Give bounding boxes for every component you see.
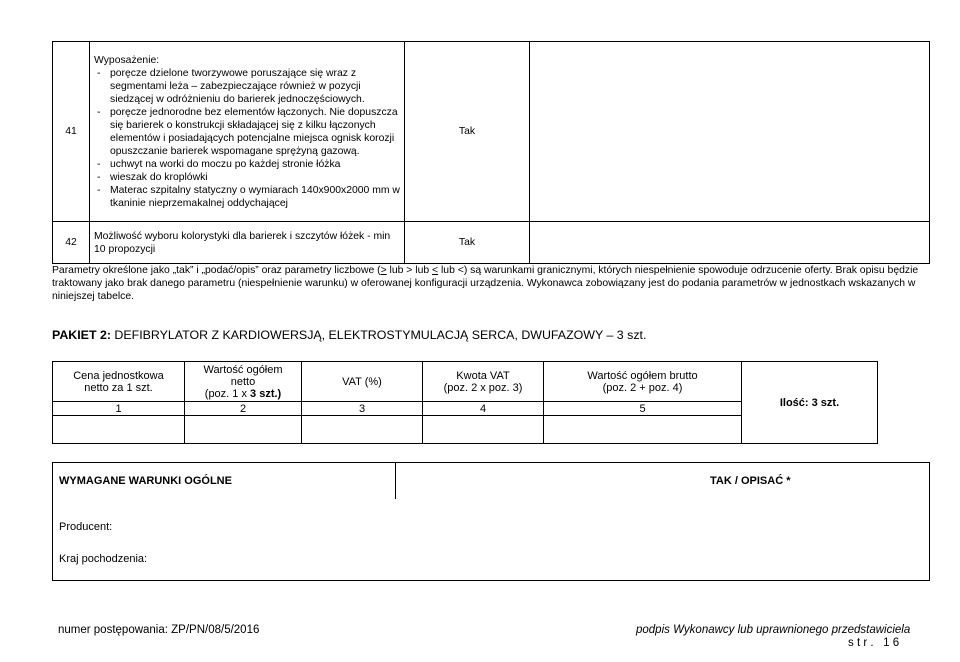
formula-part: (poz. 1 x — [204, 387, 251, 400]
requirements-header: WYMAGANE WARUNKI OGÓLNE — [53, 463, 396, 499]
page-number: s t r . 1 6 — [848, 637, 900, 649]
table-row — [53, 362, 878, 402]
header-line: (poz. 2 + poz. 4) — [602, 381, 683, 394]
header-line: Cena jednostkowa — [73, 369, 164, 382]
col-gross-value — [544, 362, 742, 402]
input-vat-percent[interactable] — [302, 416, 423, 444]
row-description — [90, 42, 405, 222]
col-net-value — [185, 362, 302, 402]
note-part-3: lub <) są warunkami granicznymi, których niespełnienie spowoduje odrzucenie oferty. Brak opisu będzie traktowany jako brak danego parametru (niespełnienie warunku) w oferowanej konfiguracji urządzenia. Wykonawca zobowiązany jest do podania parametrów w jednostkach wskazanych w niniejszej tabelce. — [52, 265, 919, 302]
equipment-heading: Wyposażenie: — [94, 54, 160, 66]
row-required-value: Tak — [405, 42, 530, 222]
list-item: - poręcze jednorodne bez elementów łączonych. Nie dopuszcza się barierek o konstrukcji składającej się z kilku łączonych elementów i posiadających potencjalne miejsca ognisk korozji opuszczanie barierek wspomagane sprężyną gazową. — [94, 106, 400, 158]
header-line: Kwota VAT — [456, 369, 510, 382]
list-item: - uchwyt na worki do moczu po każdej stronie łóżka — [94, 158, 400, 171]
column-number: 3 — [302, 402, 423, 416]
price-table — [52, 361, 878, 444]
producer-field[interactable]: Producent: — [53, 499, 930, 545]
header-line: Wartość ogółem — [203, 363, 283, 376]
equipment-list — [94, 67, 400, 210]
row-number: 42 — [53, 222, 90, 264]
input-unit-price[interactable] — [53, 416, 185, 444]
table-row — [53, 42, 930, 222]
header-line: (poz. 2 x poz. 3) — [443, 381, 523, 394]
input-gross-value[interactable] — [544, 416, 742, 444]
procedure-number: numer postępowania: ZP/PN/08/5/2016 — [58, 624, 260, 636]
formula-qty: 3 szt. — [250, 387, 278, 400]
row-answer-cell[interactable] — [530, 222, 930, 264]
package-name: DEFIBRYLATOR Z KARDIOWERSJĄ, ELEKTROSTYMULACJĄ SERCA, DWUFAZOWY – 3 szt. — [114, 328, 647, 342]
row-description: Możliwość wyboru kolorystyki dla barierek i szczytów łóżek - min 10 propozycji — [90, 222, 405, 264]
specification-table — [52, 41, 930, 264]
list-item: - poręcze dzielone tworzywowe poruszające się wraz z segmentami leża – zabezpieczające również w pozycji siedzącej w odróżnieniu do barierek jednoczęściowych. — [94, 67, 400, 106]
row-number: 41 — [53, 42, 90, 222]
table-row — [53, 545, 930, 581]
col-vat-amount — [423, 362, 544, 402]
table-row — [53, 222, 930, 264]
list-item: - wieszak do kroplówki — [94, 171, 400, 184]
header-line: netto — [230, 375, 256, 388]
requirements-table — [52, 462, 930, 581]
column-number: 5 — [544, 402, 742, 416]
column-number: 4 — [423, 402, 544, 416]
package-prefix: PAKIET 2: — [52, 328, 115, 342]
col-vat-percent: VAT (%) — [302, 362, 423, 402]
row-answer-cell[interactable] — [530, 42, 930, 222]
quantity-cell: Ilość: 3 szt. — [742, 362, 878, 444]
column-number: 2 — [185, 402, 302, 416]
signature-caption: podpis Wykonawcy lub uprawnionego przedstawiciela — [636, 624, 911, 636]
header-line: netto za 1 szt. — [84, 381, 153, 394]
note-part-1: Parametry określone jako „tak” i „podać/opis” oraz parametry liczbowe ( — [52, 265, 381, 276]
note-le-symbol: < — [432, 265, 439, 276]
package-title — [52, 328, 930, 342]
input-vat-amount[interactable] — [423, 416, 544, 444]
col-unit-price — [53, 362, 185, 402]
formula-part: ) — [277, 387, 282, 400]
column-number: 1 — [53, 402, 185, 416]
row-required-value: Tak — [405, 222, 530, 264]
header-line — [185, 388, 301, 400]
answer-header: TAK / OPISAĆ * — [396, 463, 930, 499]
conditions-note — [52, 264, 930, 303]
table-row — [53, 499, 930, 545]
input-net-value[interactable] — [185, 416, 302, 444]
note-part-2: lub > lub — [386, 265, 433, 276]
list-item: - Materac szpitalny statyczny o wymiarach 140x900x2000 mm w tkaninie nieprzemakalnej oddychającej — [94, 184, 400, 210]
table-row — [53, 463, 930, 499]
note-ge-symbol: > — [380, 265, 387, 276]
country-of-origin-field[interactable]: Kraj pochodzenia: — [53, 545, 930, 581]
header-line: Wartość ogółem brutto — [587, 369, 698, 382]
